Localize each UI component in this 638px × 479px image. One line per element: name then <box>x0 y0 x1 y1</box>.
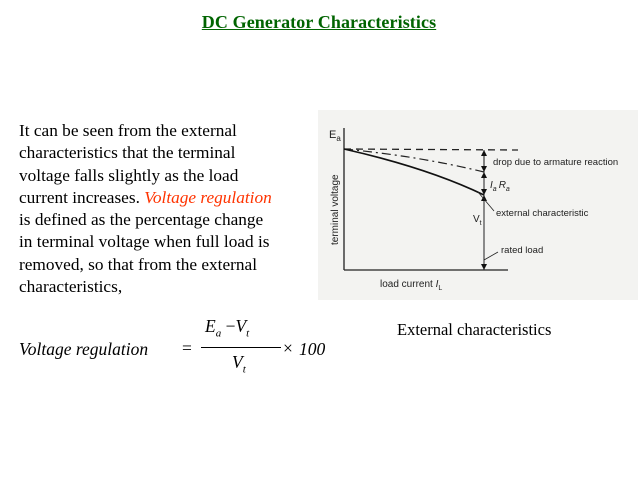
paragraph-text: current increases. <box>19 187 145 207</box>
formula-vt-sub: t <box>246 327 250 340</box>
armature-reaction-label: drop due to armature reaction <box>493 157 619 168</box>
voltage-regulation-formula <box>17 314 327 386</box>
external-characteristic-label: external characteristic <box>496 208 589 219</box>
formula-minus: − <box>225 316 236 336</box>
formula-vt: V <box>235 316 247 336</box>
vt-label: $V_t$ <box>473 214 482 227</box>
paragraph-line: voltage falls slightly as the load <box>19 165 239 185</box>
paragraph-line: It can be seen from the external <box>19 121 237 140</box>
paragraph-line: characteristics that the terminal <box>19 143 236 163</box>
formula-times: × <box>283 338 293 358</box>
paragraph-line <box>19 187 319 209</box>
formula-equals: = <box>182 338 192 358</box>
formula-den-v: V <box>232 352 243 372</box>
formula-numerator <box>205 316 249 340</box>
formula-ea: E <box>205 316 216 336</box>
page-title: DC Generator Characteristics <box>201 12 437 32</box>
external-characteristic-figure <box>318 110 638 300</box>
formula-den-v-sub: t <box>242 363 246 376</box>
formula-denominator <box>232 352 246 376</box>
formula-factor: 100 <box>299 339 326 359</box>
paragraph-line: is defined as the percentage change <box>19 210 264 230</box>
fraction-bar <box>201 347 281 348</box>
figure-background <box>318 110 638 300</box>
paragraph-line: in terminal voltage when full load is <box>19 232 270 252</box>
paragraph-line: characteristics, <box>19 277 123 297</box>
x-axis-label: load current $I_L$ <box>380 279 443 292</box>
description-paragraph <box>19 120 319 298</box>
ir-drop-label: $I_a$ $R_a$ <box>490 180 510 193</box>
paragraph-line: removed, so that from the external <box>19 254 258 274</box>
ea-label: $E_a$ <box>329 129 341 143</box>
formula-ea-sub: a <box>215 327 222 340</box>
y-axis-label: terminal voltage <box>330 174 341 245</box>
rated-load-label: rated load <box>501 245 544 256</box>
figure-caption: External characteristics <box>397 320 552 339</box>
formula-lhs: Voltage regulation <box>19 339 149 359</box>
voltage-regulation-highlight: Voltage regulation <box>144 187 272 207</box>
